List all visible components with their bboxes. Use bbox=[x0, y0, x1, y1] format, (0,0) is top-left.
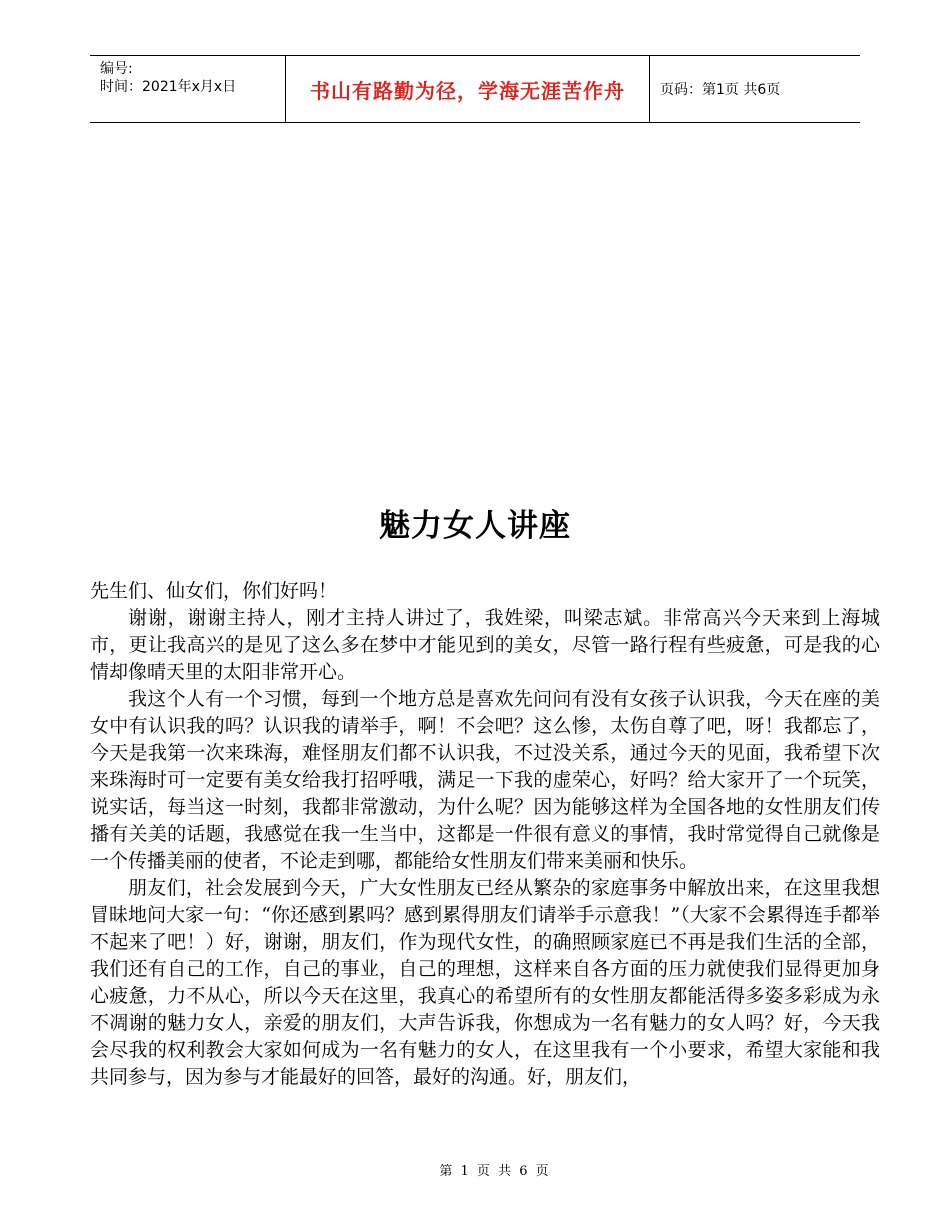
header-motto: 书山有路勤为径，学海无涯苦作舟 bbox=[310, 78, 625, 103]
document-title: 魅力女人讲座 bbox=[379, 508, 571, 544]
body-paragraph: 谢谢，谢谢主持人，刚才主持人讲过了，我姓梁，叫梁志斌。非常高兴今天来到上海城市，更让我高兴的是见了这么多在梦中才能见到的美女，尽管一路行程有些疲惫，可是我的心情却像晴天里的太阳非常开心。 bbox=[90, 607, 880, 683]
document-body bbox=[90, 578, 880, 1091]
document-number-label: 编号: bbox=[100, 61, 133, 77]
header-page-info-cell bbox=[650, 56, 860, 122]
document-time: 时间：2021年x月x日 bbox=[100, 79, 237, 95]
body-paragraph: 朋友们，社会发展到今天，广大女性朋友已经从繁杂的家庭事务中解放出来，在这里我想冒昧地问大家一句：“你还感到累吗？感到累得朋友们请举手示意我！”（大家不会累得连手都举不起来了吧！）好，谢谢，朋友们，作为现代女性，的确照顾家庭已不再是我们生活的全部，我们还有自己的工作，自己的事业，自己的理想，这样来自各方面的压力就使我们显得更加身心疲惫，力不从心，所以今天在这里，我真心的希望所有的女性朋友都能活得多姿多彩成为永不凋谢的魅力女人，亲爱的朋友们，大声告诉我，你想成为一名有魅力的女人吗？好，今天我会尽我的权利教会大家如何成为一名有魅力的女人，在这里我有一个小要求，希望大家能和我共同参与，因为参与才能最好的回答，最好的沟通。好，朋友们， bbox=[90, 877, 880, 1088]
body-paragraph: 我这个人有一个习惯，每到一个地方总是喜欢先问问有没有女孩子认识我，今天在座的美女中有认识我的吗？认识我的请举手，啊！不会吧？这么惨，太伤自尊了吧，呀！我都忘了，今天是我第一次来珠海，难怪朋友们都不认识我，不过没关系，通过今天的见面，我希望下次来珠海时可一定要有美女给我打招呼哦，满足一下我的虚荣心，好吗？给大家开了一个玩笑，说实话，每当这一时刻，我都非常激动，为什么呢？因为能够这样为全国各地的女性朋友们传播有关美的话题，我感觉在我一生当中，这都是一件很有意义的事情，我时常觉得自己就像是一个传播美丽的使者，不论走到哪，都能给女性朋友们带来美丽和快乐。 bbox=[90, 688, 880, 872]
header-motto-cell bbox=[286, 56, 650, 122]
header-page-info: 页码：第1页 共6页 bbox=[660, 82, 781, 98]
page-header bbox=[90, 55, 860, 123]
page-footer: 第 1 页 共 6 页 bbox=[439, 1164, 551, 1179]
greeting-line: 先生们、仙女们，你们好吗！ bbox=[90, 580, 338, 602]
header-meta bbox=[90, 56, 286, 122]
